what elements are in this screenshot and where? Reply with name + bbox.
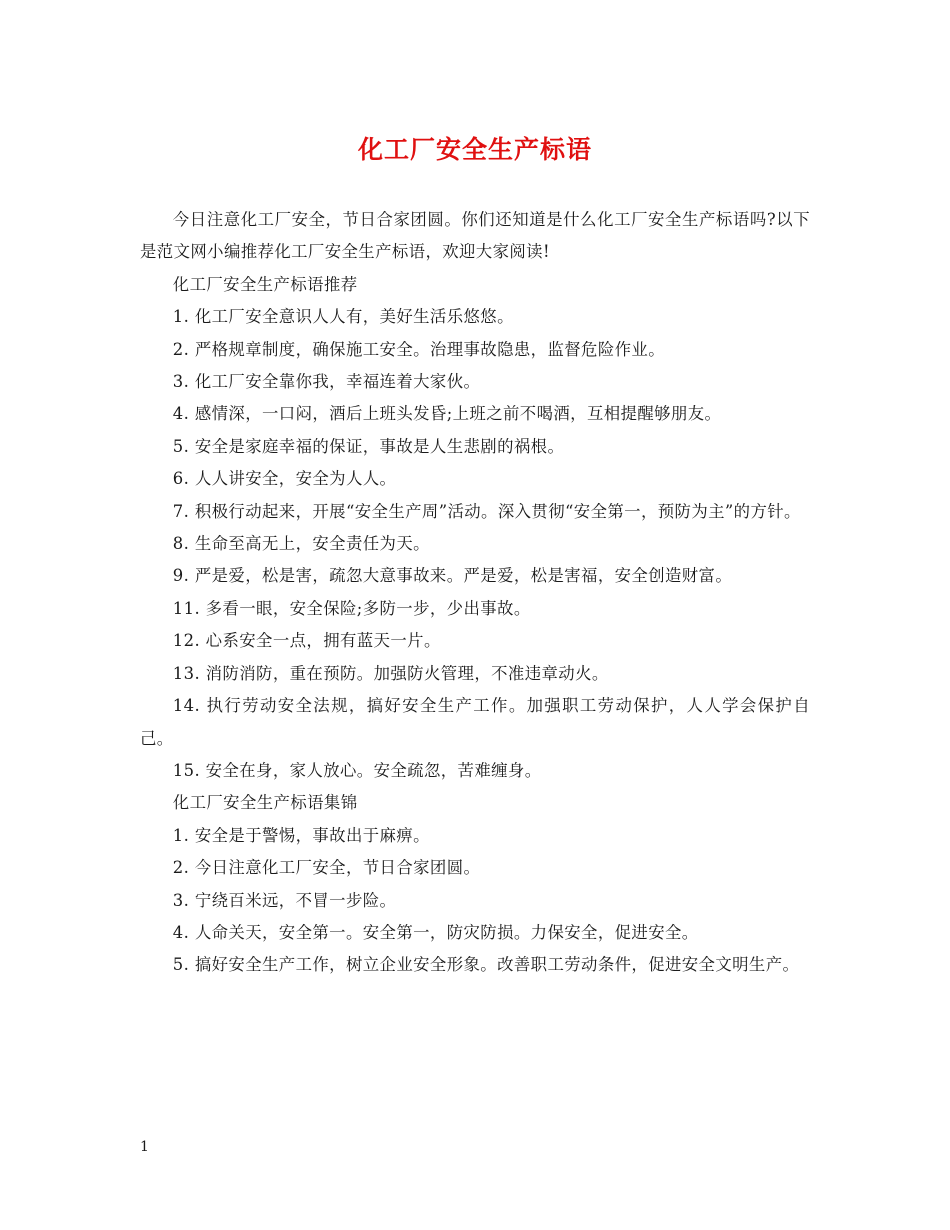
list-item: 4. 感情深，一口闷，酒后上班头发昏;上班之前不喝酒，互相提醒够朋友。 [172, 404, 722, 424]
intro-paragraph: 今日注意化工厂安全，节日合家团圆。你们还知道是什么化工厂安全生产标语吗?以下是范文网小编推荐化工厂安全生产标语，欢迎大家阅读! [140, 210, 810, 262]
section-heading-collection: 化工厂安全生产标语集锦 [172, 793, 358, 813]
list-item: 7. 积极行动起来，开展“安全生产周”活动。深入贯彻“安全第一，预防为主”的方针。 [172, 501, 801, 521]
list-item: 4. 人命关天，安全第一。安全第一，防灾防损。力保安全，促进安全。 [172, 922, 699, 942]
list-item: 6. 人人讲安全，安全为人人。 [172, 469, 397, 489]
list-item: 1. 安全是于警惕，事故出于麻痹。 [172, 825, 430, 845]
list-item: 5. 安全是家庭幸福的保证，事故是人生悲剧的祸根。 [172, 436, 565, 456]
list-item: 13. 消防消防，重在预防。加强防火管理，不准违章动火。 [172, 663, 609, 683]
list-item: 1. 化工厂安全意识人人有，美好生活乐悠悠。 [172, 307, 514, 327]
document-body [140, 204, 810, 982]
list-item: 5. 搞好安全生产工作，树立企业安全形象。改善职工劳动条件，促进安全文明生产。 [172, 955, 800, 975]
list-item: 15. 安全在身，家人放心。安全疏忽，苦难缠身。 [172, 760, 542, 780]
list-item: 9. 严是爱，松是害，疏忽大意事故来。严是爱，松是害福，安全创造财富。 [172, 566, 733, 586]
list-item: 3. 化工厂安全靠你我，幸福连着大家伙。 [172, 372, 481, 392]
list-item: 2. 严格规章制度，确保施工安全。治理事故隐患，监督危险作业。 [172, 339, 665, 359]
list-item: 12. 心系安全一点，拥有蓝天一片。 [172, 631, 441, 651]
section-heading-recommend: 化工厂安全生产标语推荐 [172, 274, 358, 294]
list-item: 8. 生命至高无上，安全责任为天。 [172, 534, 430, 554]
list-item: 2. 今日注意化工厂安全，节日合家团圆。 [172, 858, 481, 878]
list-item: 14. 执行劳动安全法规，搞好安全生产工作。加强职工劳动保护，人人学会保护自己。 [140, 696, 810, 748]
list-item: 11. 多看一眼，安全保险;多防一步，少出事故。 [172, 598, 531, 618]
page-number: 1 [140, 1139, 149, 1155]
list-item: 3. 宁绕百米远，不冒一步险。 [172, 890, 397, 910]
document-title: 化工厂安全生产标语 [357, 135, 592, 164]
